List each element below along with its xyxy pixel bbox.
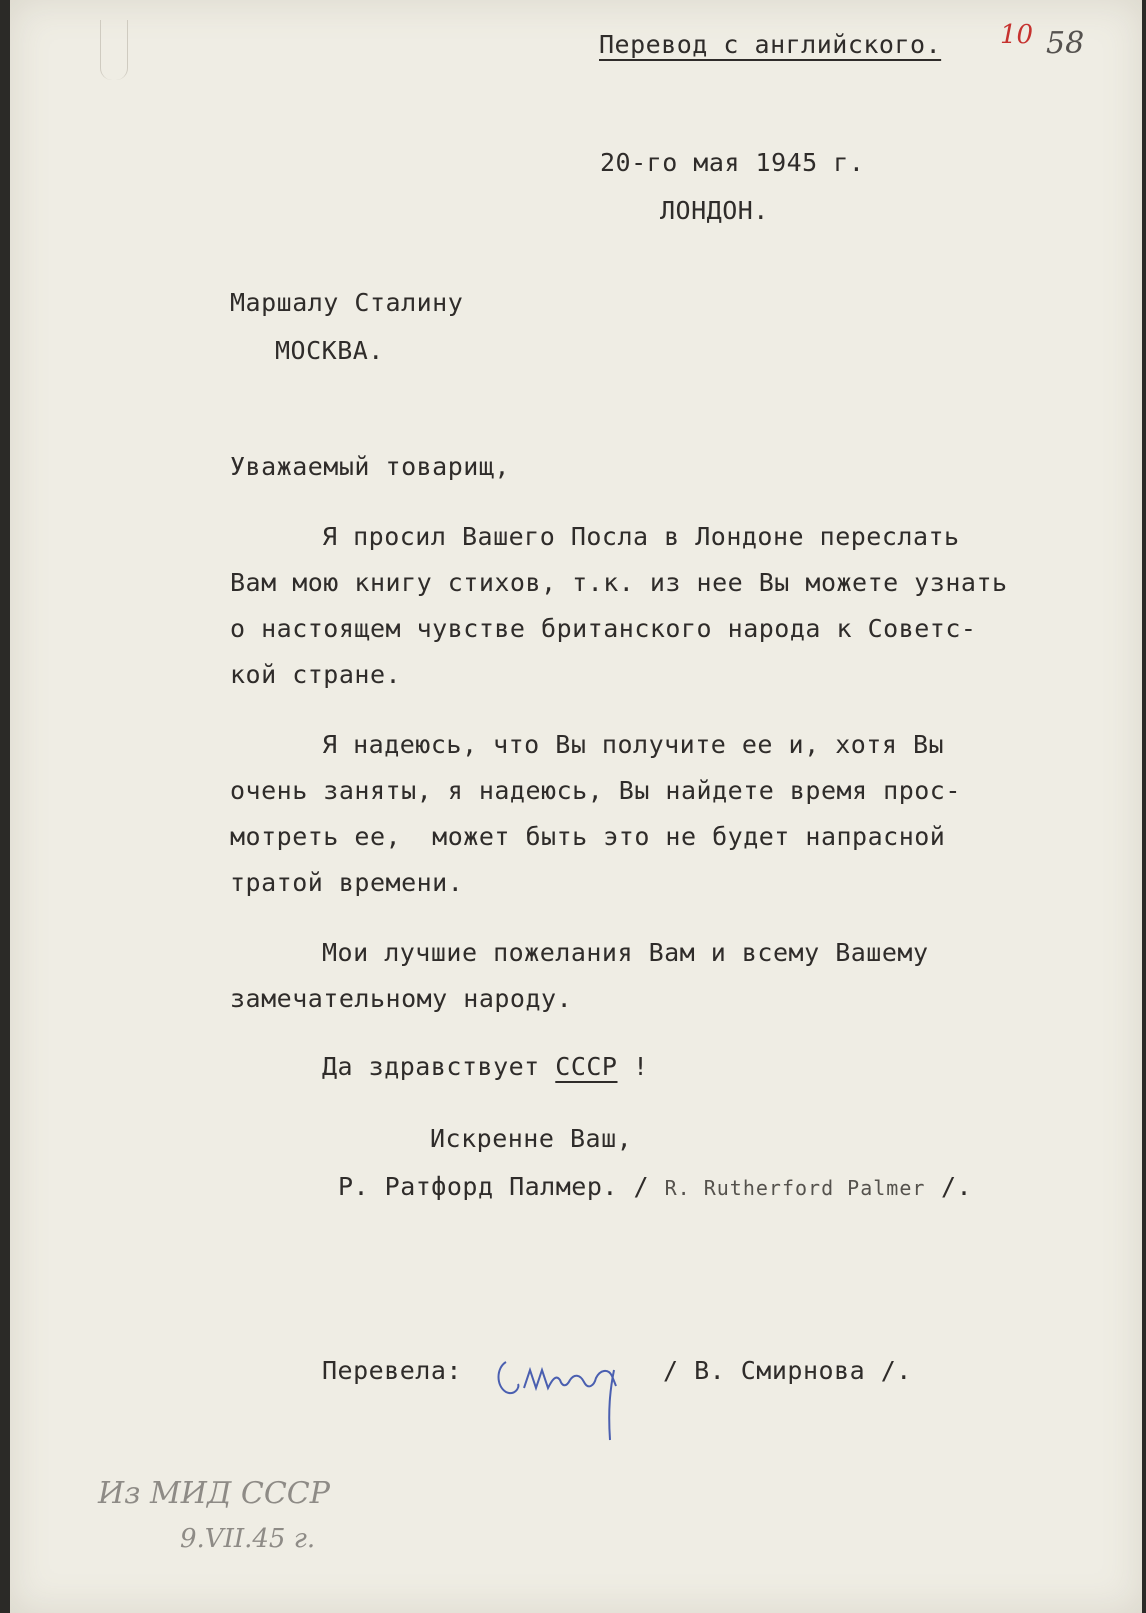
body-line: замечательному народу. (230, 984, 573, 1013)
body-line: Я надеюсь, что Вы получите ее и, хотя Вы (322, 730, 945, 759)
addressee-name: Маршалу Сталину (230, 288, 464, 317)
document-header-title: Перевод с английского. (599, 30, 942, 59)
body-line: Я просил Вашего Посла в Лондоне переслать (322, 522, 960, 551)
signature-english: R. Rutherford Palmer (664, 1176, 926, 1200)
body-line: о настоящем чувстве британского народа к Советс- (230, 614, 977, 643)
letter-place: ЛОНДОН. (660, 196, 769, 225)
translator-signature (490, 1340, 640, 1450)
handwritten-archive-note-line1: Из МИД СССР (98, 1476, 330, 1511)
slogan-line (322, 1052, 649, 1081)
document-page (10, 0, 1142, 1613)
paper-fold-mark (100, 20, 128, 80)
letter-date: 20-го мая 1945 г. (600, 148, 865, 177)
signature-end-mark: /. (940, 1172, 973, 1201)
slogan-highlight: СССР (555, 1052, 618, 1081)
translator-name: / В. Смирнова /. (663, 1356, 912, 1385)
slogan-prefix: Да здравствует (322, 1052, 556, 1081)
slogan-suffix: ! (617, 1052, 649, 1081)
body-line: кой стране. (230, 660, 402, 689)
translator-label: Перевела: (322, 1356, 462, 1385)
signature-ru-text: Р. Ратфорд Палмер. / (338, 1172, 650, 1201)
body-line: Мои лучшие пожелания Вам и всему Вашему (322, 938, 929, 967)
archive-mark-red: 10 (1000, 20, 1034, 50)
archive-mark-page-number: 58 (1046, 26, 1085, 61)
body-line: тратой времени. (230, 868, 464, 897)
handwritten-archive-note-line2: 9.VII.45 г. (180, 1524, 316, 1554)
salutation: Уважаемый товарищ, (230, 452, 510, 481)
body-line: Вам мою книгу стихов, т.к. из нее Вы можете узнать (230, 568, 1008, 597)
valediction: Искренне Ваш, (430, 1124, 633, 1153)
body-line: мотреть ее, может быть это не будет напрасной (230, 822, 946, 851)
body-line: очень заняты, я надеюсь, Вы найдете время прос- (230, 776, 961, 805)
signature-russian (338, 1172, 972, 1201)
addressee-city: МОСКВА. (275, 336, 384, 365)
